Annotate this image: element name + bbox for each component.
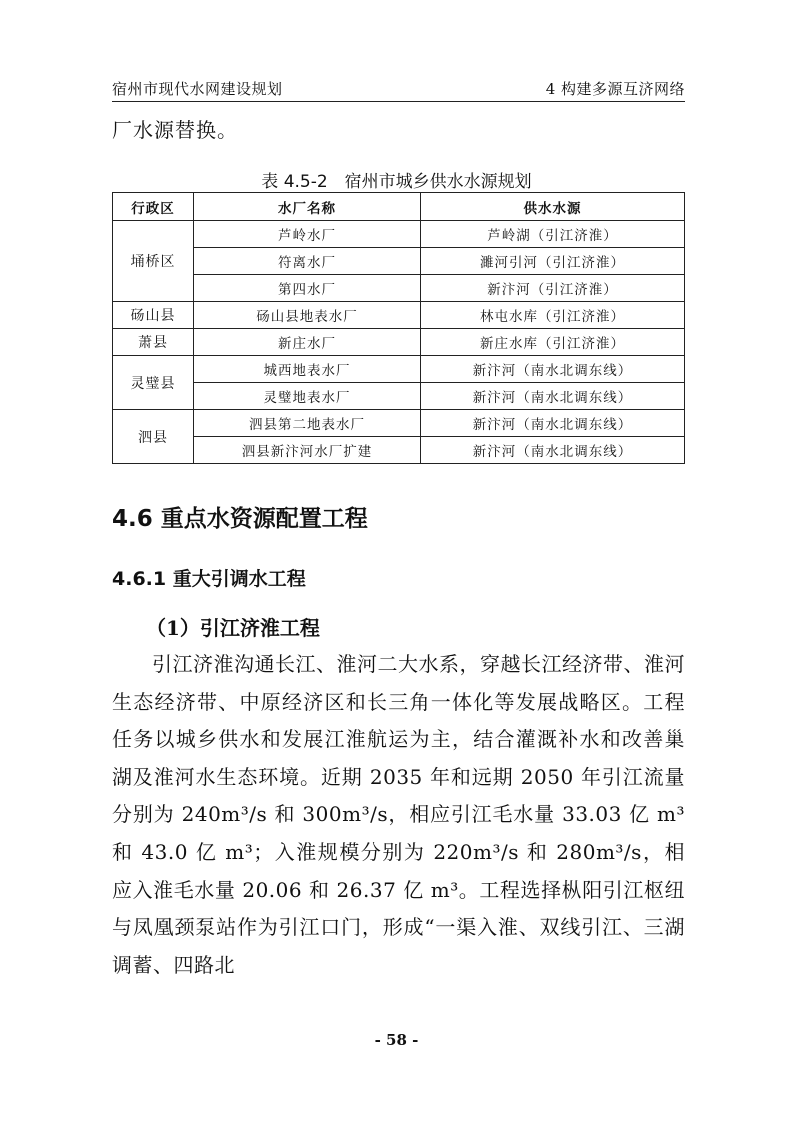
- water-source-cell: 新汴河（南水北调东线）: [421, 383, 685, 410]
- table-header-row: [113, 193, 685, 221]
- table-row: [113, 302, 685, 329]
- table-row: [113, 383, 685, 410]
- header-left-title: 宿州市现代水网建设规划: [112, 80, 283, 98]
- item-heading: （1）引江济淮工程: [146, 616, 320, 640]
- water-source-cell: 新汴河（南水北调东线）: [421, 410, 685, 437]
- water-source-cell: 新汴河（引江济淮）: [421, 275, 685, 302]
- plant-name-cell: 芦岭水厂: [194, 221, 421, 248]
- table-row: [113, 329, 685, 356]
- page-number: - 58 -: [374, 1031, 419, 1049]
- continued-paragraph: 厂水源替换。: [112, 118, 238, 142]
- plant-name-cell: 灵璧地表水厂: [194, 383, 421, 410]
- water-source-cell: 濉河引河（引江济淮）: [421, 248, 685, 275]
- plant-name-cell: 新庄水厂: [194, 329, 421, 356]
- header-rule: [112, 101, 685, 102]
- plant-name-cell: 砀山县地表水厂: [194, 302, 421, 329]
- water-source-cell: 新庄水库（引江济淮）: [421, 329, 685, 356]
- section-heading: 4.6 重点水资源配置工程: [112, 506, 368, 532]
- region-cell: 泗县: [113, 410, 194, 464]
- column-header: 水厂名称: [194, 193, 421, 221]
- table-row: [113, 410, 685, 437]
- table-title: 表 4.5-2 宿州市城乡供水水源规划: [261, 172, 532, 192]
- subsection-heading: 4.6.1 重大引调水工程: [112, 568, 306, 590]
- region-cell: 萧县: [113, 329, 194, 356]
- column-header: 行政区: [113, 193, 194, 221]
- region-cell: 砀山县: [113, 302, 194, 329]
- plant-name-cell: 泗县新汴河水厂扩建: [194, 437, 421, 464]
- water-source-cell: 林屯水库（引江济淮）: [421, 302, 685, 329]
- plant-name-cell: 符离水厂: [194, 248, 421, 275]
- water-source-cell: 新汴河（南水北调东线）: [421, 356, 685, 383]
- plant-name-cell: 城西地表水厂: [194, 356, 421, 383]
- column-header: 供水水源: [421, 193, 685, 221]
- header-right-chapter: 4 构建多源互济网络: [545, 80, 685, 98]
- body-paragraph: 引江济淮沟通长江、淮河二大水系，穿越长江经济带、淮河生态经济带、中原经济区和长三角一体化等发展战略区。工程任务以城乡供水和发展江淮航运为主，结合灌溉补水和改善巢湖及淮河水生态环境。近期 2035 年和远期 2050 年引江流量分别为 240m³/s 和 300m³/s，相应引江毛水量 33.03 亿 m³和 43.0 亿 m³；入淮规模分别为 220m³/s 和 280m³/s，相应入淮毛水量 20.06 和 26.37 亿 m³。工程选择枞阳引江枢纽与凤凰颈泵站作为引江口门，形成“一渠入淮、双线引江、三湖调蓄、四路北: [112, 652, 685, 977]
- table-row: [113, 248, 685, 275]
- region-cell: 灵璧县: [113, 356, 194, 410]
- water-source-cell: 新汴河（南水北调东线）: [421, 437, 685, 464]
- region-cell: 埇桥区: [113, 221, 194, 302]
- plant-name-cell: 第四水厂: [194, 275, 421, 302]
- table-row: [113, 275, 685, 302]
- table-row: [113, 356, 685, 383]
- water-source-table: [112, 192, 685, 464]
- table-row: [113, 221, 685, 248]
- plant-name-cell: 泗县第二地表水厂: [194, 410, 421, 437]
- water-source-cell: 芦岭湖（引江济淮）: [421, 221, 685, 248]
- table-row: [113, 437, 685, 464]
- running-header: [112, 78, 685, 99]
